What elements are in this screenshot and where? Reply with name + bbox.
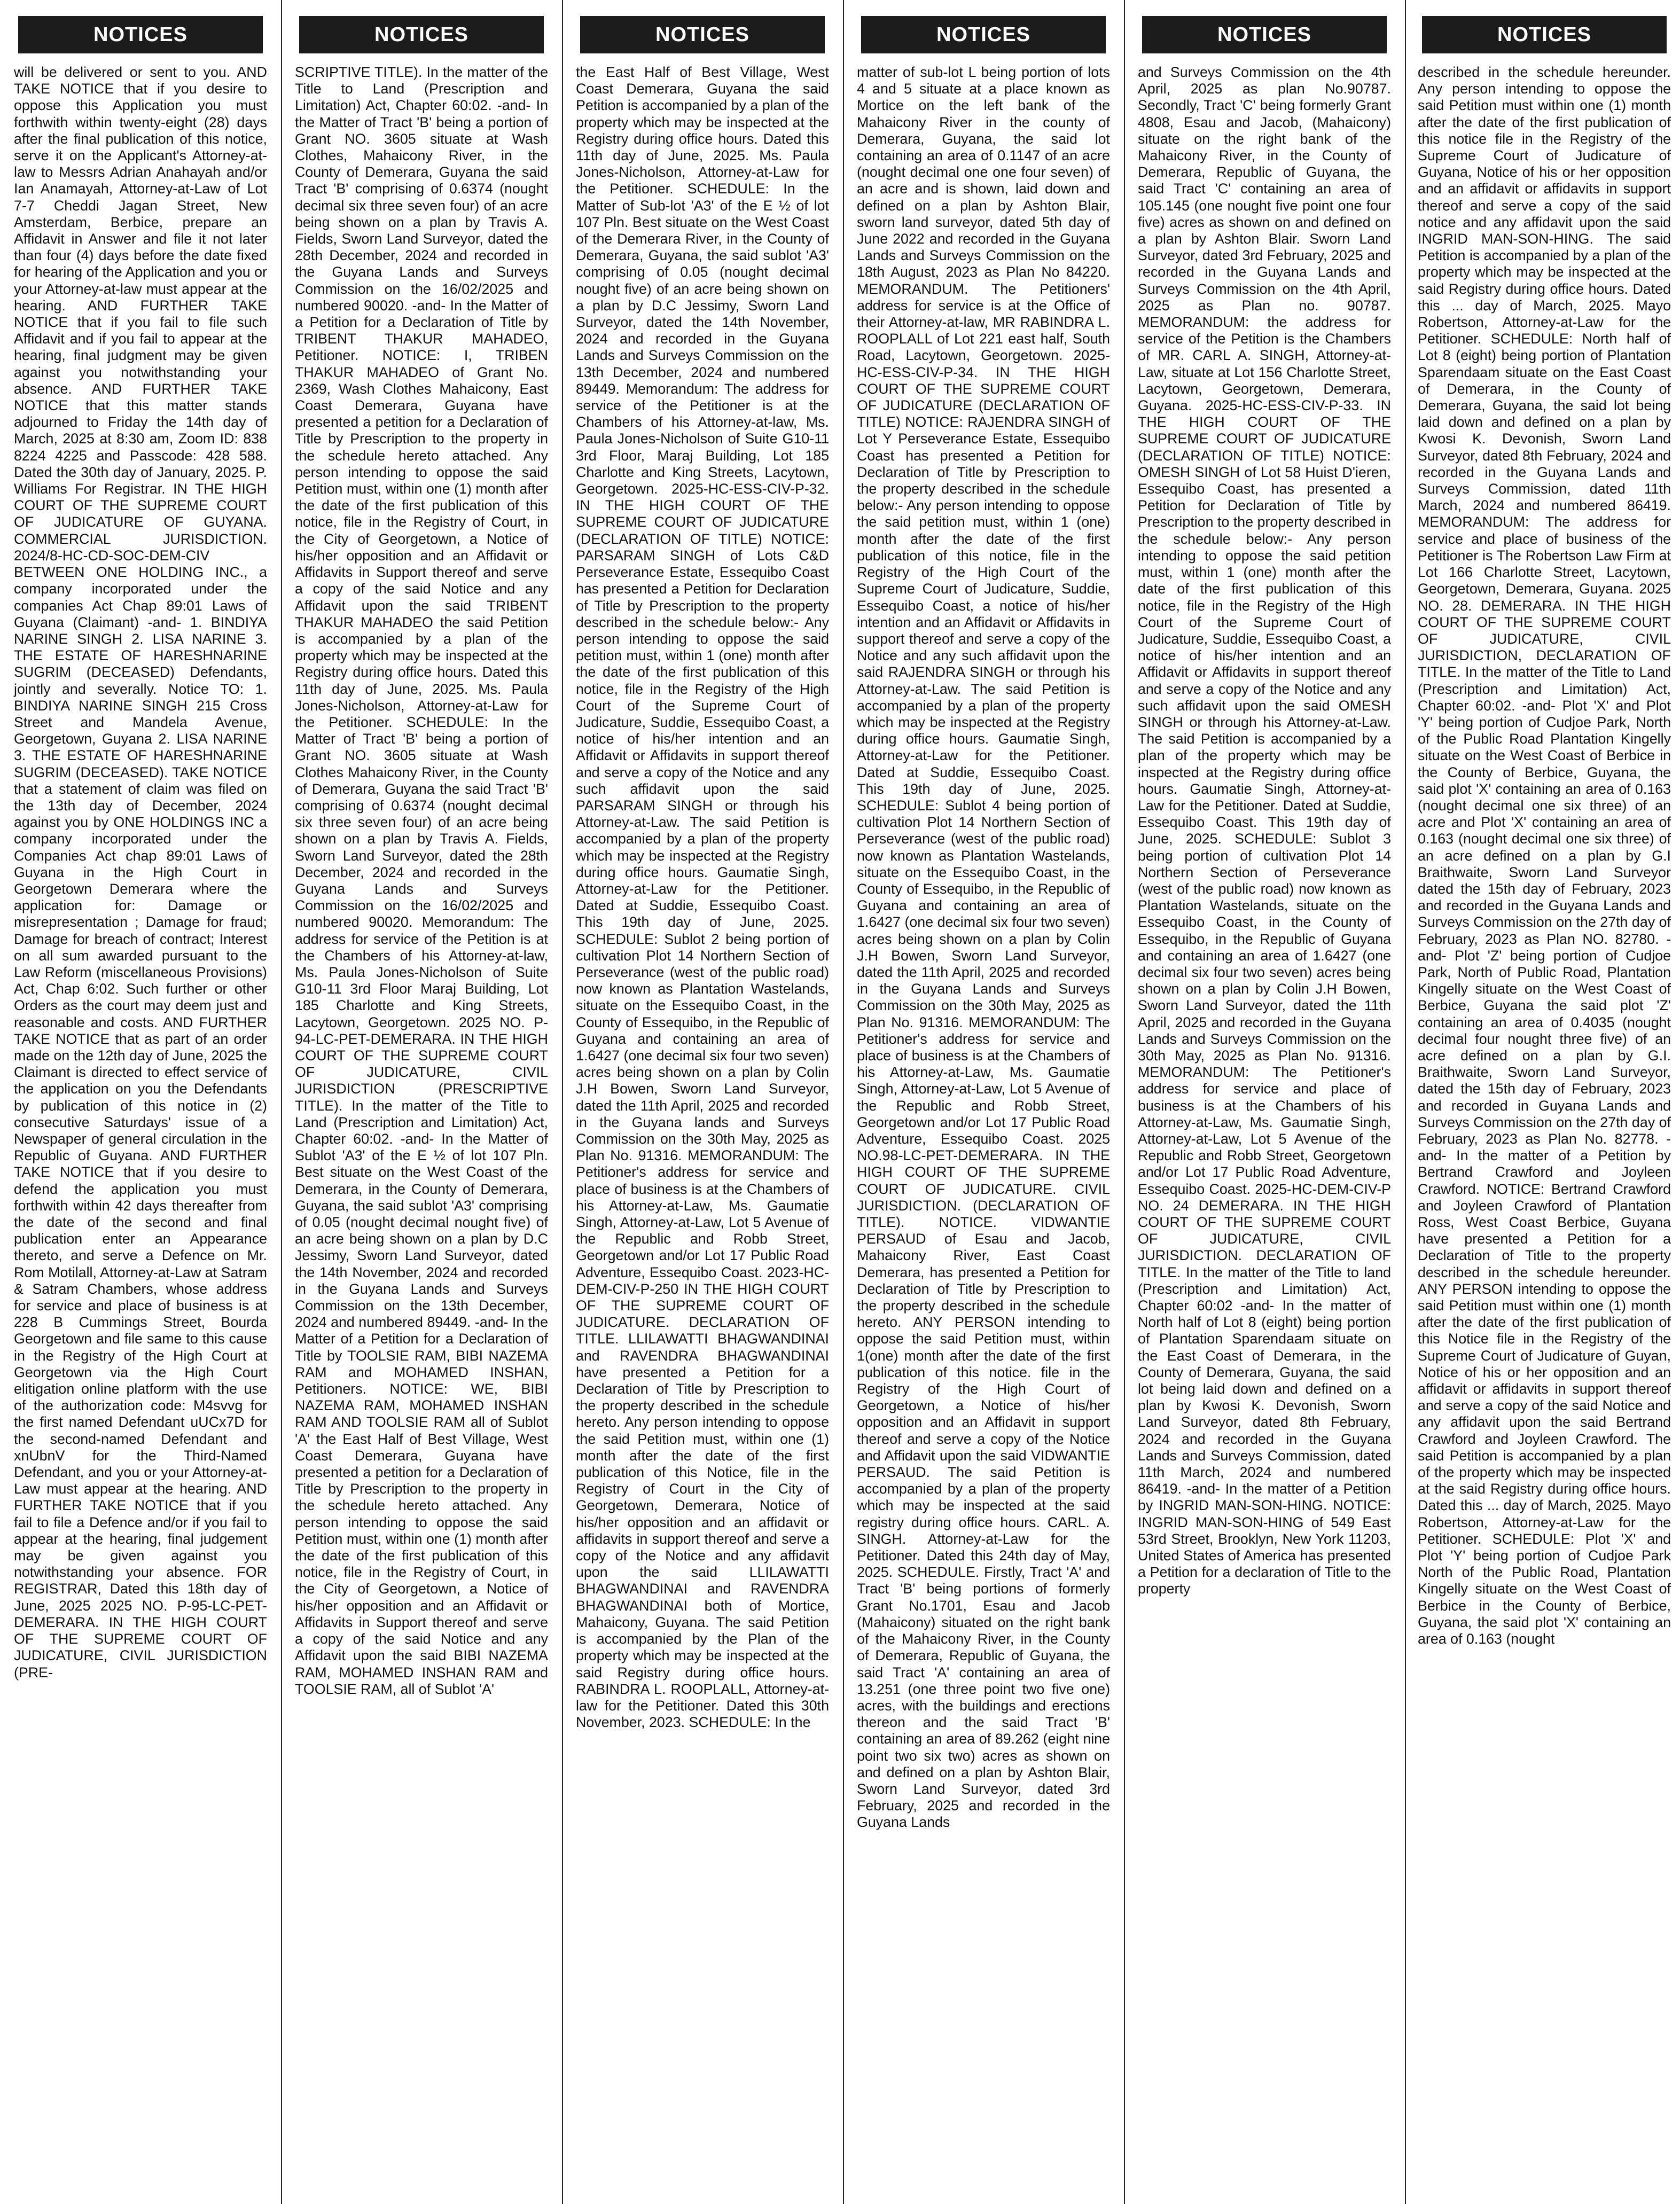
column-divider xyxy=(1124,0,1125,2204)
column-header: NOTICES xyxy=(861,16,1106,53)
column-header: NOTICES xyxy=(580,16,825,53)
notices-column-6 xyxy=(1410,0,1678,2204)
column-divider xyxy=(1405,0,1406,2204)
notices-column-5 xyxy=(1130,0,1398,2204)
column-divider xyxy=(281,0,282,2204)
column-text: the East Half of Best Village, West Coast Demerara, Guyana the said Petition is accompanied by a plan of the property which may be inspected at the Registry during office hours. Dated this 11th day of June, 2025. Ms. Paula Jones-Nicholson, Attorney-at-Law for the Petitioner. SCHEDULE: In the Matter of Sub-lot 'A3' of the E ½ of lot 107 Pln. Best situate on the West Coast of the Demerara River, in the County of Demerara, Guyana, the said sublot 'A3' comprising of 0.05 (nought decimal nought five) of an acre being shown on a plan by D.C Jessimy, Sworn Land Surveyor, dated the 14th November, 2024 and recorded in the Guyana Lands and Surveys Commission on the 13th December, 2024 and numbered 89449. Memorandum: The address for service of the Petitioner is at the Chambers of his Attorney-at-law, Ms. Paula Jones-Nicholson of Suite G10-11 3rd Floor, Maraj Building, Lot 185 Charlotte and King Streets, Lacytown, Georgetown. 2025-HC-ESS-CIV-P-32. IN THE HIGH COURT OF THE SUPREME COURT OF JUDICATURE (DECLARATION OF TITLE) NOTICE: PARSARAM SINGH of Lots C&D Perseverance Estate, Essequibo Coast has presented a Petition for Declaration of Title by Prescription to the property described in the schedule below:- Any person intending to oppose the said petition must, within 1 (one) month after the date of the first publication of this notice, file in the Registry of the High Court of the Supreme Court of Judicature, Suddie, Essequibo Coast, a notice of his/her intention and an Affidavit or Affidavits in support thereof and serve a copy of the Notice and any such affidavit upon the said PARSARAM SINGH or through his Attorney-at-Law. The said Petition is accompanied by a plan of the property which may be inspected at the Registry during office hours. Gaumatie Singh, Attorney-at-Law for the Petitioner. Dated at Suddie, Essequibo Coast. This 19th day of June, 2025. SCHEDULE: Sublot 2 being portion of cultivation Plot 14 Northern Section of Perseverance (west of the public road) now known as Plantation Wastelands, situate on the Essequibo Coast, in the County of Essequibo, in the Republic of Guyana and containing an area of 1.6427 (one decimal six four two seven) acres being shown on a plan by Colin J.H Bowen, Sworn Land Surveyor, dated the 11th April, 2025 and recorded in the Guyana lands and Surveys Commission on the 30th May, 2025 as Plan No. 91316. MEMORANDUM: The Petitioner's address for service and place of business is at the Chambers of his Attorney-at-Law, Ms. Gaumatie Singh, Attorney-at-Law, Lot 5 Avenue of the Republic and Robb Street, Georgetown and/or Lot 17 Public Road Adventure, Essequibo Coast. 2023-HC-DEM-CIV-P-250 IN THE HIGH COURT OF THE SUPREME COURT OF JUDICATURE. DECLARATION OF TITLE. LLILAWATTI BHAGWANDINAI and RAVENDRA BHAGWANDINAI have presented a Petition for a Declaration of Title by Prescription to the property described in the schedule hereto. Any person intending to oppose the said Petition must, within one (1) month after the date of the first publication of this Notice, file in the Registry of Court in the City of Georgetown, Demerara, Notice of his/her opposition and an affidavit or affidavits in support thereof and serve a copy of the Notice and any affidavit upon the said LLILAWATTI BHAGWANDINAI and RAVENDRA BHAGWANDINAI both of Mortice, Mahaicony, Guyana. The said Petition is accompanied by the Plan of the property which may be inspected at the said Registry during office hours. RABINDRA L. ROOPLALL, Attorney-at-law for the Petitioner. Dated this 30th November, 2023. SCHEDULE: In the xyxy=(576,64,829,1731)
column-text: matter of sub-lot L being portion of lots 4 and 5 situate at a place known as Mortice on the left bank of the Mahaicony River in the county of Demerara, Guyana, the said lot containing an area of 0.1147 of an acre (nought decimal one one four seven) of an acre and is shown, laid down and defined on a plan by Ashton Blair, sworn land surveyor, dated 5th day of June 2022 and recorded in the Guyana Lands and Surveys Commission on the 18th August, 2023 as Plan No 84220. MEMORANDUM. The Petitioners' address for service is at the Office of their Attorney-at-law, MR RABINDRA L. ROOPLALL of Lot 221 east half, South Road, Lacytown, Georgetown. 2025-HC-ESS-CIV-P-34. IN THE HIGH COURT OF THE SUPREME COURT OF JUDICATURE (DECLARATION OF TITLE) NOTICE: RAJENDRA SINGH of Lot Y Perseverance Estate, Essequibo Coast has presented a Petition for Declaration of Title by Prescription to the property described in the schedule below:- Any person intending to oppose the said petition must, within 1 (one) month after the date of the first publication of this notice, file in the Registry of the High Court of the Supreme Court of Judicature, Suddie, Essequibo Coast, a notice of his/her intention and an Affidavit or Affidavits in support thereof and serve a copy of the Notice and any such affidavit upon the said RAJENDRA SINGH or through his Attorney-at-Law. The said Petition is accompanied by a plan of the property which may be inspected at the Registry during office hours. Gaumatie Singh, Attorney-at-Law for the Petitioner. Dated at Suddie, Essequibo Coast. This 19th day of June, 2025. SCHEDULE: Sublot 4 being portion of cultivation Plot 14 Northern Section of Perseverance (west of the public road) now known as Plantation Wastelands, situate on the Essequibo Coast, in the County of Essequibo, in the Republic of Guyana and containing an area of 1.6427 (one decimal six four two seven) acres being shown on a plan by Colin J.H Bowen, Sworn Land Surveyor, dated the 11th April, 2025 and recorded in the Guyana Lands and Surveys Commission on the 30th May, 2025 as Plan No. 91316. MEMORANDUM: The Petitioner's address for service and place of business is at the Chambers of his Attorney-at-Law, Ms. Gaumatie Singh, Attorney-at-Law, Lot 5 Avenue of the Republic and Robb Street, Georgetown and/or Lot 17 Public Road Adventure, Essequibo Coast. 2025 NO.98-LC-PET-DEMERARA. IN THE HIGH COURT OF THE SUPREME COURT OF JUDICATURE. CIVIL JURISDICTION. (DECLARATION OF TITLE). NOTICE. VIDWANTIE PERSAUD of Esau and Jacob, Mahaicony River, East Coast Demerara, has presented a Petition for Declaration of Title by Prescription to the property described in the schedule hereto. ANY PERSON intending to oppose the said Petition must, within 1(one) month after the date of the first publication of this notice. file in the Registry of the High Court of Georgetown, a Notice of his/her opposition and an Affidavit in support thereof and serve a copy of the Notice and Affidavit upon the said VIDWANTIE PERSAUD. The said Petition is accompanied by a plan of the property which may be inspected at the said registry during office hours. CARL. A. SINGH. Attorney-at-Law for the Petitioner. Dated this 24th day of May, 2025. SCHEDULE. Firstly, Tract 'A' and Tract 'B' being portions of formerly Grant No.1701, Esau and Jacob (Mahaicony) situated on the right bank of the Mahaicony River, in the County of Demerara, Republic of Guyana, the said Tract 'A' containing an area of 13.251 (one three point two five one) acres, with the buildings and erections thereon and the said Tract 'B' containing an area of 89.262 (eight nine point two six two) acres as shown on and defined on a plan by Ashton Blair, Sworn Land Surveyor, dated 3rd February, 2025 and recorded in the Guyana Lands xyxy=(857,64,1110,1831)
column-divider xyxy=(562,0,563,2204)
column-header: NOTICES xyxy=(1142,16,1387,53)
column-divider xyxy=(843,0,844,2204)
column-text: SCRIPTIVE TITLE). In the matter of the Title to Land (Prescription and Limitation) Act, Chapter 60:02. -and- In the Matter of Tract 'B' being a portion of Grant NO. 3605 situate at Wash Clothes, Mahaicony River, in the County of Demerara, Guyana the said Tract 'B' comprising of 0.6374 (nought decimal six three seven four) of an acre being shown on a plan by Travis A. Fields, Sworn Land Surveyor, dated the 28th December, 2024 and recorded in the Guyana Lands and Surveys Commission on the 16/02/2025 and numbered 90020. -and- In the Matter of a Petition for a Declaration of Title by TRIBENT THAKUR MAHADEO, Petitioner. NOTICE: I, TRIBEN THAKUR MAHADEO of Grant No. 2369, Wash Clothes Mahaicony, East Coast Demerara, Guyana have presented a petition for a Declaration of Title by Prescription to the property in the schedule hereto attached. Any person intending to oppose the said Petition must, within one (1) month after the date of the first publication of this notice, file in the Registry of Court, in the City of Georgetown, a Notice of his/her opposition and an Affidavit or Affidavits in Support thereof and serve a copy of the said Notice and any Affidavit upon the said TRIBENT THAKUR MAHADEO the said Petition is accompanied by a plan of the property which may be inspected at the Registry during office hours. Dated this 11th day of June, 2025. Ms. Paula Jones-Nicholson, Attorney-at-Law for the Petitioner. SCHEDULE: In the Matter of Tract 'B' being a portion of Grant NO. 3605 situate at Wash Clothes Mahaicony River, in the County of Demerara, Guyana the said Tract 'B' comprising of 0.6374 (nought decimal six three seven four) of an acre being shown on a plan by Travis A. Fields, Sworn Land Surveyor, dated the 28th December, 2024 and recorded in the Guyana Lands and Surveys Commission on the 16/02/2025 and numbered 90020. Memorandum: The address for service of the Petition is at the Chambers of his Attorney-at-law, Ms. Paula Jones-Nicholson of Suite G10-11 3rd Floor Maraj Building, Lot 185 Charlotte and King Streets, Lacytown, Georgetown. 2025 NO. P-94-LC-PET-DEMERARA. IN THE HIGH COURT OF THE SUPREME COURT OF JUDICATURE, CIVIL JURISDICTION (PRESCRIPTIVE TITLE). In the matter of the Title to Land (Prescription and Limitation) Act, Chapter 60:02. -and- In the Matter of Sublot 'A3' of the E ½ of lot 107 Pln. Best situate on the West Coast of the Demerara, in the County of Demerara, Guyana, the said sublot 'A3' comprising of 0.05 (nought decimal nought five) of an acre being shown on a plan by D.C Jessimy, Sworn Land Surveyor, dated the 14th November, 2024 and recorded in the Guyana Lands and Surveys Commission on the 13th December, 2024 and numbered 89449. -and- In the Matter of a Petition for a Declaration of Title by TOOLSIE RAM, BIBI NAZEMA RAM and MOHAMED INSHAN, Petitioners. NOTICE: WE, BIBI NAZEMA RAM, MOHAMED INSHAN RAM AND TOOLSIE RAM all of Sublot 'A' the East Half of Best Village, West Coast Demerara, Guyana have presented a petition for a Declaration of Title by Prescription to the property in the schedule hereto attached. Any person intending to oppose the said Petition must, within one (1) month after the date of the first publication of this notice, file in the Registry of Court, in the City of Georgetown, a Notice of his/her opposition and an Affidavit or Affidavits in Support thereof and serve a copy of the said Notice and any Affidavit upon the said BIBI NAZEMA RAM, MOHAMED INSHAN RAM and TOOLSIE RAM, all of Sublot 'A' xyxy=(295,64,548,1697)
column-header: NOTICES xyxy=(299,16,544,53)
column-text: and Surveys Commission on the 4th April, 2025 as plan No.90787. Secondly, Tract 'C' being formerly Grant 4808, Esau and Jacob, (Mahaicony) situate on the right bank of the Mahaicony River, in the County of Demerara, Republic of Guyana, the said Tract 'C' containing an area of 105.145 (one nought five point one four five) acres as shown on and defined on a plan by Ashton Blair. Sworn Land Surveyor, dated 3rd February, 2025 and recorded in the Guyana Lands and Surveys Commission on the 4th April, 2025 as Plan no. 90787. MEMORANDUM: the address for service of the Petition is the Chambers of MR. CARL A. SINGH, Attorney-at-Law, situate at Lot 156 Charlotte Street, Lacytown, Georgetown, Demerara, Guyana. 2025-HC-ESS-CIV-P-33. IN THE HIGH COURT OF THE SUPREME COURT OF JUDICATURE (DECLARATION OF TITLE) NOTICE: OMESH SINGH of Lot 58 Huist D'ieren, Essequibo Coast, has presented a Petition for Declaration of Title by Prescription to the property described in the schedule below:- Any person intending to oppose the said petition must, within 1 (one) month after the date of the first publication of this notice, file in the Registry of the High Court of the Supreme Court of Judicature, Suddie, Essequibo Coast, a notice of his/her intention and an Affidavit or Affidavits in support thereof and serve a copy of the Notice and any such affidavit upon the said OMESH SINGH or through his Attorney-at-Law. The said Petition is accompanied by a plan of the property which may be inspected at the Registry during office hours. Gaumatie Singh, Attorney-at-Law for the Petitioner. Dated at Suddie, Essequibo Coast. This 19th day of June, 2025. SCHEDULE: Sublot 3 being portion of cultivation Plot 14 Northern Section of Perseverance (west of the public road) now known as Plantation Wastelands, situate on the Essequibo Coast, in the County of Essequibo, in the Republic of Guyana and containing an area of 1.6427 (one decimal six four two seven) acres being shown on a plan by Colin J.H Bowen, Sworn Land Surveyor, dated the 11th April, 2025 and recorded in the Guyana Lands and Surveys Commission on the 30th May, 2025 as Plan No. 91316. MEMORANDUM: The Petitioner's address for service and place of business is at the Chambers of his Attorney-at-Law, Ms. Gaumatie Singh, Attorney-at-Law, Lot 5 Avenue of the Republic and Robb Street, Georgetown and/or Lot 17 Public Road Adventure, Essequibo Coast. 2025-HC-DEM-CIV-P NO. 24 DEMERARA. IN THE HIGH COURT OF THE SUPREME COURT OF JUDICATURE, CIVIL JURISDICTION. DECLARATION OF TITLE. In the matter of the Title to land (Prescription and Limitation) Act, Chapter 60:02 -and- In the matter of North half of Lot 8 (eight) being portion of Plantation Sparendaam situate on the East Coast of Demerara, in the County of Demerara, Guyana, the said lot being laid down and defined on a plan by Kwosi K. Devonish, Sworn Land Surveyor, dated 8th February, 2024 and recorded in the Guyana Lands and Surveys Commission, dated 11th March, 2024 and numbered 86419. -and- In the matter of a Petition by INGRID MAN-SON-HING. NOTICE: INGRID MAN-SON-HING of 549 East 53rd Street, Brooklyn, New York 11203, United States of America has presented a Petition for a declaration of Title to the property xyxy=(1138,64,1391,1597)
notices-column-1 xyxy=(6,0,275,2204)
notices-column-4 xyxy=(849,0,1118,2204)
notices-column-3 xyxy=(568,0,837,2204)
column-header: NOTICES xyxy=(1422,16,1667,53)
column-text: described in the schedule hereunder. Any person intending to oppose the said Petition must within one (1) month after the date of the first publication of this notice file in the Registry of the Supreme Court of Judicature of Guyana, Notice of his or her opposition and an affidavit or affidavits in support thereof and serve a copy of the said notice and any affidavit upon the said INGRID MAN-SON-HING. The said Petition is accompanied by a plan of the property which may be inspected at the said Registry during office hours. Dated this ... day of March, 2025. Mayo Robertson, Attorney-at-Law for the Petitioner. SCHEDULE: North half of Lot 8 (eight) being portion of Plantation Sparendaam situate on the East Coast of Demerara, in the County of Demerara, Guyana, the said lot being laid down and defined on a plan by Kwosi K. Devonish, Sworn Land Surveyor, dated 8th February, 2024 and recorded in the Guyana Lands and Surveys Commission, dated 11th March, 2024 and numbered 86419. MEMORANDUM: The address for service and place of business of the Petitioner is The Robertson Law Firm at Lot 166 Charlotte Street, Lacytown, Georgetown, Demerara, Guyana. 2025 NO. 28. DEMERARA. IN THE HIGH COURT OF THE SUPREME COURT OF JUDICATURE, CIVIL JURISDICTION, DECLARATION OF TITLE. In the matter of the Title to Land (Prescription and Limitation) Act, Chapter 60:02. -and- Plot 'X' and Plot 'Y' being portion of Cudjoe Park, North of the Public Road Plantation Kingelly situate on the West Coast of Berbice in the County of Berbice, Guyana, the said plot 'X' containing an area of 0.163 (nought decimal one six three) of an acre and Plot 'X' containing an area of 0.163 (nought decimal one six three) of an acre defined on a plan by G.I Braithwaite, Sworn Land Surveyor dated the 15th day of February, 2023 and recorded in the Guyana Lands and Surveys Commission on the 27th day of February, 2023 as Plan NO. 82780. -and- Plot 'Z' being portion of Cudjoe Park, North of Public Road, Plantation Kingelly situate on the West Coast of Berbice, Guyana the said plot 'Z' containing an area of 0.4035 (nought decimal four nought three five) of an acre defined on a plan by G.I. Braithwaite, Sworn Land Surveyor, dated the 15th day of February, 2023 and recorded in Guyana Lands and Surveys Commission on the 27th day of February, 2023 as Plan No. 82778. -and- In the matter of a Petition by Bertrand Crawford and Joyleen Crawford. NOTICE: Bertrand Crawford and Joyleen Crawford of Plantation Ross, West Coast Berbice, Guyana have presented a Petition for a Declaration of Title to the property described in the schedule hereunder. ANY PERSON intending to oppose the said Petition must within one (1) month after the date of the first publication of this Notice file in the Registry of the Supreme Court of Judicature of Guyan, Notice of his or her opposition and an affidavit or affidavits in support thereof and serve a copy of the said Notice and any affidavit upon the said Bertrand Crawford and Joyleen Crawford. The said Petition is accompanied by a plan of the property which may be inspected at the said Registry during office hours. Dated this ... day of March, 2025. Mayo Robertson, Attorney-at-Law for the Petitioner. SCHEDULE: Plot 'X' and Plot 'Y' being portion of Cudjoe Park North of the Public Road, Plantation Kingelly situate on the West Coast of Berbice in the County of Berbice, Guyana, the said plot 'X' containing an area of 0.163 (nought xyxy=(1418,64,1671,1647)
notices-column-2 xyxy=(287,0,556,2204)
column-text: will be delivered or sent to you. AND TAKE NOTICE that if you desire to oppose this Application you must forthwith within twenty-eight (28) days after the final publication of this notice, serve it on the Applicant's Attorney-at-law to Messrs Adrian Anahayah and/or Ian Anamayah, Attorney-at-Law of Lot 7-7 Cheddi Jagan Street, New Amsterdam, Berbice, prepare an Affidavit in Answer and file it not later than four (4) days before the date fixed for hearing of the Application and you or your Attorney-at-law must appear at the hearing. AND FURTHER TAKE NOTICE that if you fail to file such Affidavit and if you fail to appear at the hearing, final judgment may be given against you notwithstanding your absence. AND FURTHER TAKE NOTICE that this matter stands adjourned to Friday the 14th day of March, 2025 at 8:30 am, Zoom ID: 838 8224 4225 and Passcode: 428 588. Dated the 30th day of January, 2025. P. Williams For Registrar. IN THE HIGH COURT OF THE SUPREME COURT OF JUDICATURE OF GUYANA. COMMERCIAL JURISDICTION. 2024/8-HC-CD-SOC-DEM-CIV BETWEEN ONE HOLDING INC., a company incorporated under the companies Act Chap 89:01 Laws of Guyana (Claimant) -and- 1. BINDIYA NARINE SINGH 2. LISA NARINE 3. THE ESTATE OF HARESHNARINE SUGRIM (DECEASED) Defendants, jointly and severally. Notice TO: 1. BINDIYA NARINE SINGH 215 Cross Street and Mandela Avenue, Georgetown, Guyana 2. LISA NARINE 3. THE ESTATE OF HARESHNARINE SUGRIM (DECEASED). TAKE NOTICE that a statement of claim was filed on the 13th day of December, 2024 against you by ONE HOLDINGS INC a company incorporated under the Companies Act chap 89:01 Laws of Guyana in the High Court in Georgetown Demerara where the application for: Damage or misrepresentation ; Damage for fraud; Damage for breach of contract; Interest on all sum awarded pursuant to the Law Reform (miscellaneous Provisions) Act, Chap 6:02. Such further or other Orders as the court may deem just and reasonable and costs. AND FURTHER TAKE NOTICE that as part of an order made on the 12th day of June, 2025 the Claimant is directed to effect service of the application on you the Defendants by publication of this notice in (2) consecutive Saturdays' issue of a Newspaper of general circulation in the Republic of Guyana. AND FURTHER TAKE NOTICE that if you desire to defend the application you must forthwith within 42 days thereafter from the date of the second and final publication enter an Appearance thereto, and serve a Defence on Mr. Rom Motilall, Attorney-at-Law at Satram & Satram Chambers, whose address for service and place of business is at 228 B Cummings Street, Bourda Georgetown and file same to this cause in the Registry of the High Court at Georgetown via the High Court elitigation online platform with the use of the authorization code: M4svvg for the first named Defendant uUCx7D for the second-named Defendant and xnUbnV for the Third-Named Defendant, and you or your Attorney-at-Law must appear at the hearing. AND FURTHER TAKE NOTICE that if you fail to file a Defence and/or if you fail to appear at the hearing, final judgement may be given against you notwithstanding your absence. FOR REGISTRAR, Dated this 18th day of June, 2025 2025 NO. P-95-LC-PET-DEMERARA. IN THE HIGH COURT OF THE SUPREME COURT OF JUDICATURE, CIVIL JURISDICTION (PRE- xyxy=(14,64,267,1681)
column-header: NOTICES xyxy=(18,16,263,53)
